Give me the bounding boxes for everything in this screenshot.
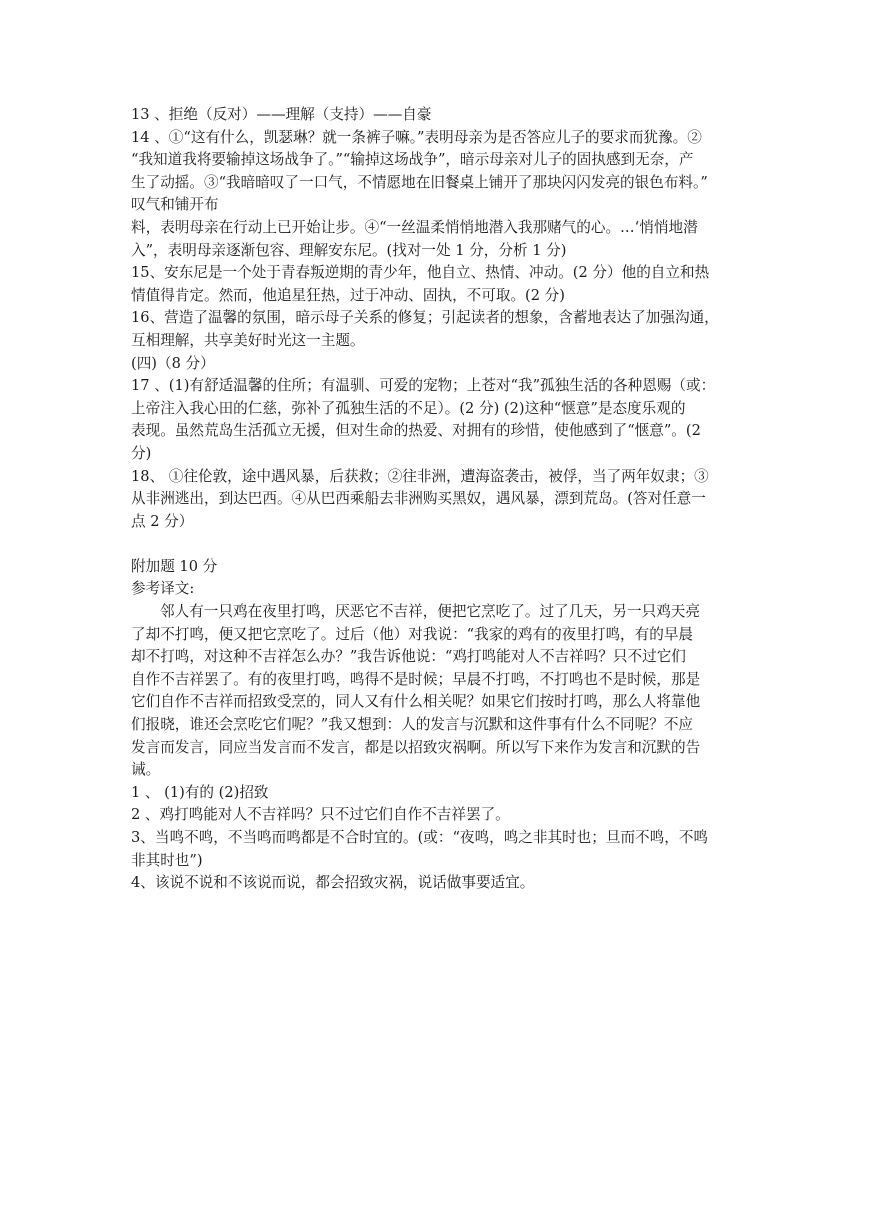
translation-line-3: 却不打鸣，对这种不吉祥怎么办？”我告诉他说：“鸡打鸣能对人不吉祥吗？只不过它们 [131,648,686,666]
translation-line-8: 诫。 [131,761,161,779]
q15-block [131,262,741,307]
q17-line-1: 17 、(1)有舒适温馨的住所；有温驯、可爱的宠物；上苍对“我”孤独生活的各种恩赐（或： [131,377,716,395]
q14-line-2: “我知道我将要输掉这场战争了。”“输掉这场战争”，暗示母亲对儿子的固执感到无奈，产 [131,151,694,169]
q17-block [131,375,741,465]
q14-line-5: 料，表明母亲在行动上已开始让步。④“一丝温柔悄悄地潜入我那赌气的心。…‘悄悄地潜 [131,218,698,236]
reference-translation-title: 参考译文: [131,580,195,598]
q14-block [131,127,741,263]
q15-line-1: 15、安东尼是一个处于青春叛逆期的青少年，他自立、热情、冲动。(2 分）他的自立和热 [131,264,710,282]
translation-line-2: 了却不打鸣，便又把它烹吃了。过后（他）对我说：“我家的鸡有的夜里打鸣，有的早晨 [131,625,694,643]
translation-line-4: 自作不吉祥罢了。有的夜里打鸣，鸣得不是时候；早晨不打鸣，不打鸣也不是时候，那是 [131,670,701,688]
section-four-heading: (四)（8 分） [131,354,215,372]
q15-line-2: 情值得肯定。然而，他追星狂热，过于冲动、固执，不可取。(2 分) [131,286,565,304]
translation-line-1: 邻人有一只鸡在夜里打鸣，厌恶它不吉祥，便把它烹吃了。过了几天，另一只鸡天亮 [160,603,700,621]
q18-line-1: 18、 ①往伦敦，途中遇风暴，后获救；②往非洲，遭海盗袭击，被俘，当了两年奴隶；③ [131,467,709,485]
bonus-answer-3-block [131,827,741,872]
bonus-answer-3-line-2: 非其时也”) [131,851,203,869]
translation-line-7: 发言而发言，同应当发言而不发言，都是以招致灾祸啊。所以写下来作为发言和沉默的告 [131,738,701,756]
translation-line-5: 它们自作不吉祥而招致受烹的，同人又有什么相关呢？如果它们按时打鸣，那么人将靠他 [131,693,701,711]
bonus-answer-2: 2 、鸡打鸣能对人不吉祥吗？只不过它们自作不吉祥罢了。 [131,806,510,824]
translation-block [131,601,741,782]
q17-line-2: 上帝注入我心田的仁慈，弥补了孤独生活的不足）。(2 分) (2)这种“惬意”是态度乐观的 [131,399,686,417]
q17-line-3: 表现。虽然荒岛生活孤立无援，但对生命的热爱、对拥有的珍惜，使他感到了“惬意”。(2 [131,422,701,440]
spacer [131,533,741,556]
q14-line-3: 生了动摇。③“我暗暗叹了一口气，不情愿地在旧餐桌上铺开了那块闪闪发亮的银色布料。” [131,173,708,191]
q18-line-2: 从非洲逃出，到达巴西。④从巴西乘船去非洲购买黑奴，遇风暴，漂到荒岛。(答对任意一 [131,490,706,508]
q16-line-2: 互相理解，共享美好时光这一主题。 [131,331,365,349]
bonus-title: 附加题 10 分 [131,557,218,575]
answer-document [131,104,741,895]
q18-line-3: 点 2 分） [131,512,194,530]
q17-line-4: 分) [131,444,152,462]
q14-line-6: 入”，表明母亲逐渐包容、理解安东尼。(找对一处 1 分，分析 1 分) [131,241,567,259]
q18-block [131,466,741,534]
bonus-answer-1: 1 、 (1)有的 (2)招致 [131,783,269,801]
bonus-answer-3-line-1: 3、当鸣不鸣，不当鸣而鸣都是不合时宜的。(或：“夜鸣，鸣之非其时也；旦而不鸣，不鸣 [131,829,709,846]
q16-line-1: 16、营造了温馨的氛围，暗示母子关系的修复；引起读者的想象，含蓄地表达了加强沟通， [131,309,719,327]
translation-line-6: 们报晓，谁还会烹吃它们呢？”我又想到：人的发言与沉默和这件事有什么不同呢？不应 [131,716,694,734]
q14-line-4: 叹气和铺开布 [131,196,219,214]
q16-block [131,307,741,352]
bonus-answer-4: 4、该说不说和不该说而说，都会招致灾祸，说话做事要适宜。 [131,874,535,892]
q13-line: 13 、拒绝（反对）——理解（支持）——自豪 [131,106,432,123]
q14-line-1: 14 、①“这有什么，凯瑟琳？就一条裤子嘛。”表明母亲为是否答应儿子的要求而犹豫。② [131,128,702,146]
